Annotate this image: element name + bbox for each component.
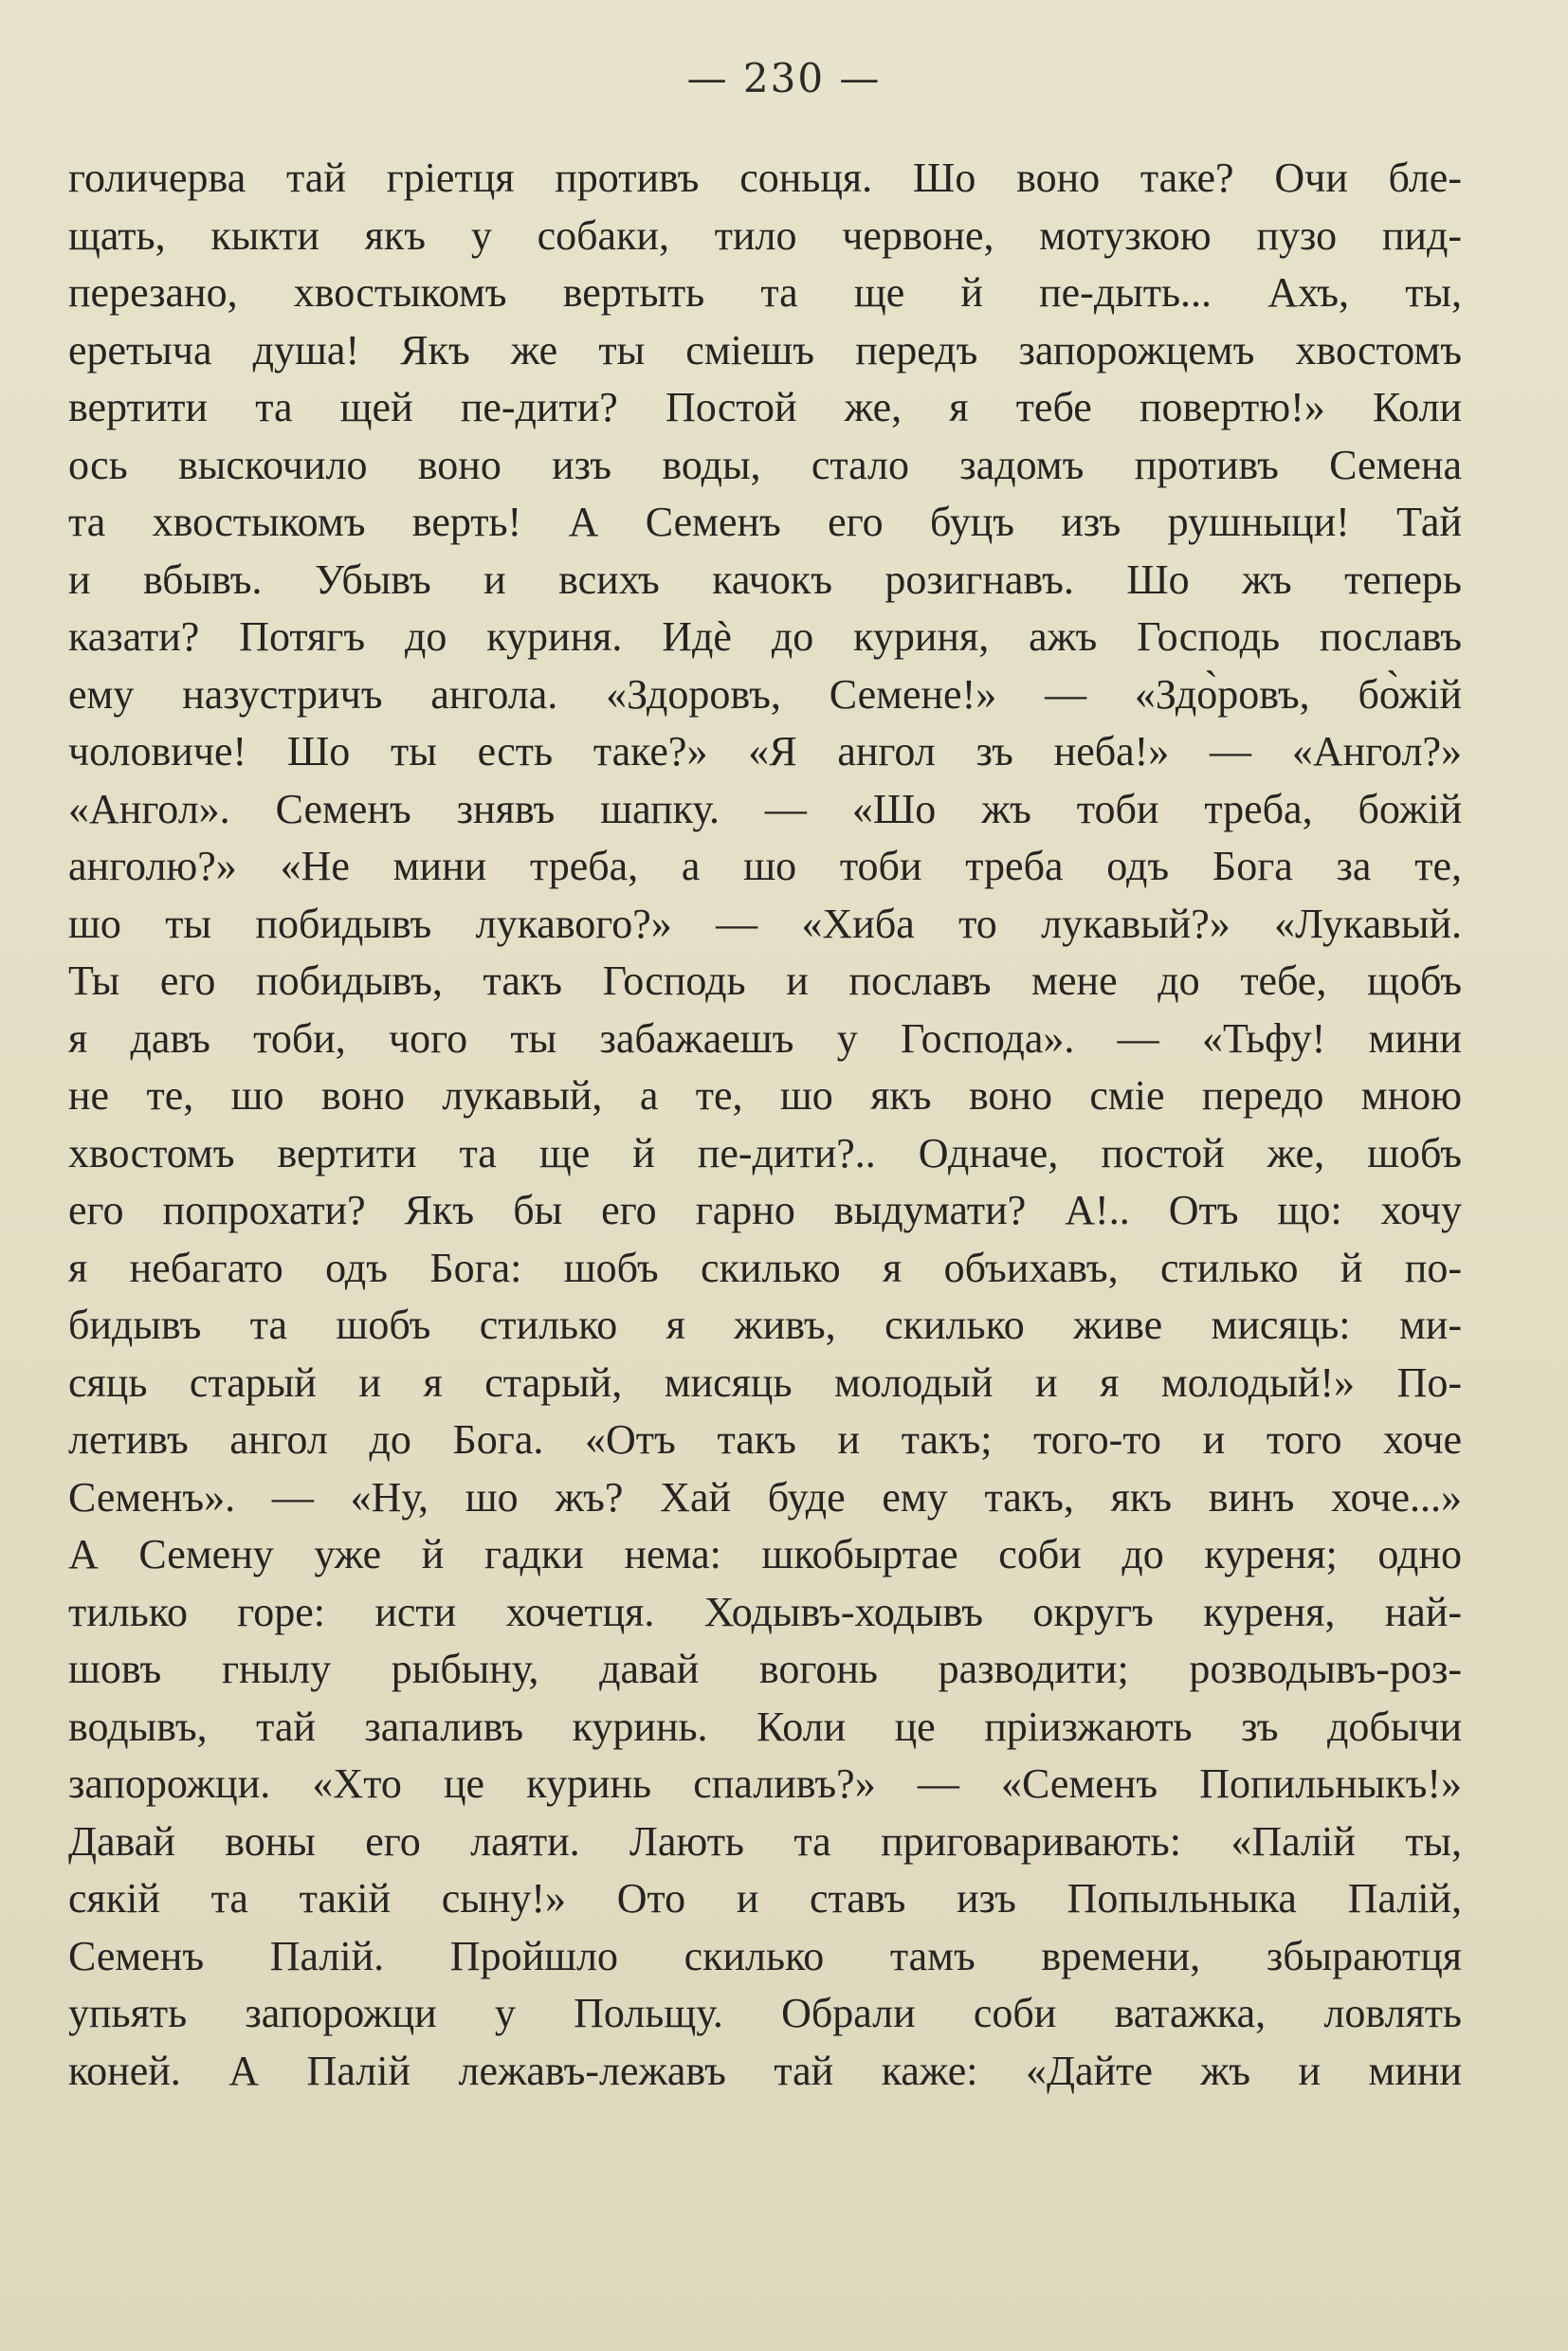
text-line: голичерва тай грiетця противъ соньця. Шо воно таке? Очи бле- xyxy=(68,155,1462,201)
text-line: анголю?» «Не мини треба, а шо тоби треба одъ Бога за те, xyxy=(68,843,1462,889)
text-line: бидывъ та шобъ стилько я живъ, скилько живе мисяць: ми- xyxy=(68,1302,1462,1348)
text-line: та хвостыкомъ верть! А Семенъ его буцъ изъ рушныци! Тай xyxy=(68,499,1462,545)
text-line: хвостомъ вертити та ще й пе-дити?.. Одначе, постой же, шобъ xyxy=(68,1129,1462,1176)
text-line: перезано, хвостыкомъ вертыть та ще й пе-дыть... Ахъ, ты, xyxy=(68,269,1462,316)
text-line: летивъ ангол до Бога. «Отъ такъ и такъ; того-то и того хоче xyxy=(68,1416,1462,1463)
text-line: тилько горе: исти хочетця. Ходывъ-ходывъ округъ куреня, най- xyxy=(68,1588,1462,1635)
text-line: упьять запорожци у Польщу. Обрали соби ватажка, ловлять xyxy=(68,1990,1462,2036)
text-line: Давай воны его лаяти. Лають та приговаривають: «Палiй ты, xyxy=(68,1817,1462,1865)
text-line: ему назустричъ ангола. «Здоровъ, Семене!» — «Здо̀ровъ, бо̀жiй xyxy=(68,670,1462,718)
text-line: сякiй та такiй сыну!» Ото и ставъ изъ Попыльныка Палiй, xyxy=(68,1875,1462,1922)
text-line: сяць старый и я старый, мисяць молодый и я молодый!» По- xyxy=(68,1358,1462,1406)
text-line: чоловиче! Шо ты есть таке?» «Я ангол зъ неба!» — «Ангол?» xyxy=(68,728,1462,775)
text-line: А Семену уже й гадки нема: шкобыртае соби до куреня; одно xyxy=(68,1531,1462,1577)
text-line: шовъ гнылу рыбыну, давай вогонь разводити; розводывъ-роз- xyxy=(68,1646,1462,1692)
text-line: и вбывъ. Убывъ и всихъ качокъ розигнавъ. Шо жъ теперь xyxy=(68,556,1462,603)
text-line: его попрохати? Якъ бы его гарно выдумати? А!.. Отъ що: хочу xyxy=(68,1187,1462,1233)
text-line: ось выскочило воно изъ воды, стало задомъ противъ Семена xyxy=(68,441,1462,488)
text-line: шо ты побидывъ лукавого?» — «Хиба то лукавый?» «Лукавый. xyxy=(68,900,1462,947)
text-line: еретыча душа! Якъ же ты смiешъ передъ запорожцемъ хвостомъ xyxy=(68,326,1462,374)
text-line: водывъ, тай запаливъ куринь. Коли це прiизжають зъ добычи xyxy=(68,1703,1462,1750)
text-line: я давъ тоби, чого ты забажаешъ у Господа». — «Тьфу! мини xyxy=(68,1014,1462,1062)
body-text xyxy=(68,150,1462,2100)
text-line: вертити та щей пе-дити? Постой же, я тебе повертю!» Коли xyxy=(68,384,1462,430)
text-line: Ты его побидывъ, такъ Господь и пославъ мене до тебе, щобъ xyxy=(68,957,1462,1004)
page-number: — 230 — xyxy=(686,55,882,101)
text-line: я небагато одъ Бога: шобъ скилько я объихавъ, стилько й по- xyxy=(68,1244,1462,1291)
text-line: коней. А Палiй лежавъ-лежавъ тай каже: «Дайте жъ и мини xyxy=(68,2047,1462,2094)
text-line: щать, кыкти якъ у собаки, тило червоне, мотузкою пузо пид- xyxy=(68,211,1462,259)
text-line: «Ангол». Семенъ знявъ шапку. — «Шо жъ тоби треба, божiй xyxy=(68,785,1462,832)
text-line: не те, шо воно лукавый, а те, шо якъ воно смiе передо мною xyxy=(68,1072,1462,1119)
text-line: казати? Потягъ до куриня. Идѐ до куриня, ажъ Господь пославъ xyxy=(68,613,1462,660)
text-line: запорожци. «Хто це куринь спаливъ?» — «Семенъ Попильныкъ!» xyxy=(68,1760,1462,1807)
text-line: Семенъ Палiй. Пройшло скилько тамъ времени, збыраютця xyxy=(68,1932,1462,1979)
text-line: Семенъ». — «Ну, шо жъ? Хай буде ему такъ, якъ винъ хоче...» xyxy=(68,1473,1462,1521)
